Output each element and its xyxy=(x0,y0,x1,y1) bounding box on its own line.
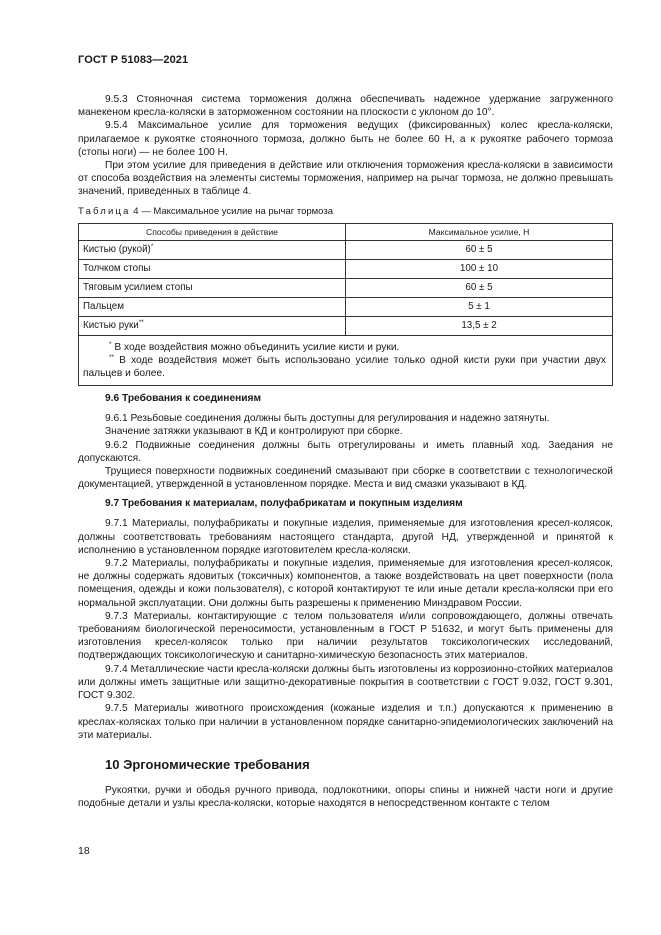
paragraph-9-6-1-cont: Значение затяжки указывают в КД и контролируют при сборке. xyxy=(105,426,403,438)
paragraph-9-5-4: 9.5.4 Максимальное усилие для торможения ведущих (фиксированных) колес кресла-коляски, прилагаемое к рукоятке стояночного тормоза, должно быть не более 60 Н, а к рукоятке рабочего тормоза (стопы ноги) — не более 100 Н. xyxy=(78,120,613,158)
paragraph-9-5-3: 9.5.3 Стояночная система торможения должна обеспечивать надежное удержание загруженного манекеном кресла-коляски в заторможенном состоянии на плоскости с уклоном до 10°. xyxy=(78,94,613,119)
footnote-text: В ходе воздействия может быть использовано усилие только одной кисти руки при участии двух пальцев и более. xyxy=(83,354,606,380)
method-cell xyxy=(79,297,346,316)
paragraph-9-7-2: 9.7.2 Материалы, полуфабрикаты и покупные изделия, применяемые для изготовления кресел-колясок, не должны содержать ядовитых (токсичных) компонентов, а также воздействовать на цвет поверхности (пола помещения, одежды и кожи пользователя), с которой контактируют те или иные детали кресла-коляски при его нормальной эксплуатации. Они должны быть разрешены к применению Минздравом России. xyxy=(78,558,613,609)
page-number: 18 xyxy=(78,845,90,857)
table-footnotes-row xyxy=(79,335,613,386)
table-footnotes xyxy=(79,335,613,386)
method-cell xyxy=(79,278,346,297)
method-text: Кистью (рукой) xyxy=(83,244,151,256)
footnote-text: В ходе воздействия можно объединить усилие кисти и руки. xyxy=(111,341,400,353)
table-caption-word: Таблица xyxy=(78,205,131,217)
method-cell xyxy=(79,259,346,278)
paragraph-9-7-1: 9.7.1 Материалы, полуфабрикаты и покупные изделия, применяемые для изготовления кресел-колясок, должны соответствовать требованиям настоящего стандарта, другой НД, утвержденной и принятой к исполнению в установленном порядке изготовителем кресла-коляски. xyxy=(78,518,613,556)
footnote-marker: ** xyxy=(109,353,115,361)
force-cell: 60 ± 5 xyxy=(346,278,613,297)
page-content xyxy=(78,93,613,810)
paragraph-10-1: Рукоятки, ручки и ободья ручного привода, подлокотники, опоры спины и нижней части ноги и другие подобные детали и узлы кресла-коляски, которые находятся в непосредственном контакте с телом xyxy=(78,784,613,810)
force-cell: 100 ± 10 xyxy=(346,259,613,278)
footnote-marker: ** xyxy=(138,319,144,327)
footnote-marker: * xyxy=(150,243,154,251)
paragraph-9-7-5: 9.7.5 Материалы животного происхождения (кожаные изделия и т.п.) допускаются к применению в креслах-колясках только при наличии в установленном порядке санитарно-эпидемиологических заключений на эти материалы. xyxy=(78,703,613,741)
method-text: Толчком стопы xyxy=(83,263,151,275)
paragraph-9-6-1: 9.6.1 Резьбовые соединения должны быть доступны для регулирования и надежно затянуты. xyxy=(105,413,550,425)
table-row xyxy=(79,240,613,259)
force-cell: 5 ± 1 xyxy=(346,297,613,316)
method-cell xyxy=(79,240,346,259)
document-code-header: ГОСТ Р 51083—2021 xyxy=(78,54,189,66)
method-text: Тяговым усилием стопы xyxy=(83,282,193,294)
paragraph-9-6-2-cont: Трущиеся поверхности подвижных соединений смазывают при сборке в соответствии с технологической документацией, утвержденной в установленном порядке. Места и вид смазки указывают в КД. xyxy=(78,466,613,491)
paragraph-9-7-4: 9.7.4 Металлические части кресла-коляски должны быть изготовлены из коррозионно-стойких материалов или должны иметь защитные или защитно-декоративные покрытия в соответствии с ГОСТ 9.032, ГОСТ 9.301, ГОСТ 9.302. xyxy=(78,663,613,702)
table-footnote-1 xyxy=(83,341,606,354)
table-row xyxy=(79,316,613,335)
table-caption xyxy=(78,206,613,218)
column-header-force: Максимальное усилие, Н xyxy=(346,223,613,240)
paragraph-9-5-4-cont: При этом усилие для приведения в действие или отключения торможения кресла-коляски в зависимости от способа воздействия на элементы системы торможения, например на рычаг тормоза, не должно превышать значений, приведенных в таблице 4. xyxy=(78,160,613,198)
paragraph-9-7-3: 9.7.3 Материалы, контактирующие с телом пользователя и/или сопровождающего, должны отвечать требованиям биологической переносимости, установленным в ГОСТ Р 51632, и могут быть применены для изготовления кресел-колясок только при наличии результатов токсикологических исследований, подтверждающих токсикологическую и санитарно-химическую безопасность этих материалов. xyxy=(78,610,613,662)
force-cell: 60 ± 5 xyxy=(346,240,613,259)
table-caption-title: 4 — Максимальное усилие на рычаг тормоза xyxy=(130,205,333,217)
table-row xyxy=(79,297,613,316)
method-text: Кистью руки xyxy=(83,320,139,332)
paragraph-9-6-2: 9.6.2 Подвижные соединения должны быть отрегулированы и иметь плавный ход. Заедания не допускаются. xyxy=(78,439,613,464)
column-header-method: Способы приведения в действие xyxy=(79,223,346,240)
footnote-marker: * xyxy=(109,340,112,348)
section-10-heading: 10 Эргономические требования xyxy=(105,756,310,772)
section-9-7-heading: 9.7 Требования к материалам, полуфабрикатам и покупным изделиям xyxy=(105,498,463,510)
section-9-6-heading: 9.6 Требования к соединениям xyxy=(105,393,262,405)
brake-force-table xyxy=(78,223,613,387)
force-cell: 13,5 ± 2 xyxy=(346,316,613,335)
table-row xyxy=(79,278,613,297)
table-header-row xyxy=(79,223,613,240)
table-footnote-2 xyxy=(83,354,606,380)
table-row xyxy=(79,259,613,278)
method-cell xyxy=(79,316,346,335)
method-text: Пальцем xyxy=(83,301,124,313)
